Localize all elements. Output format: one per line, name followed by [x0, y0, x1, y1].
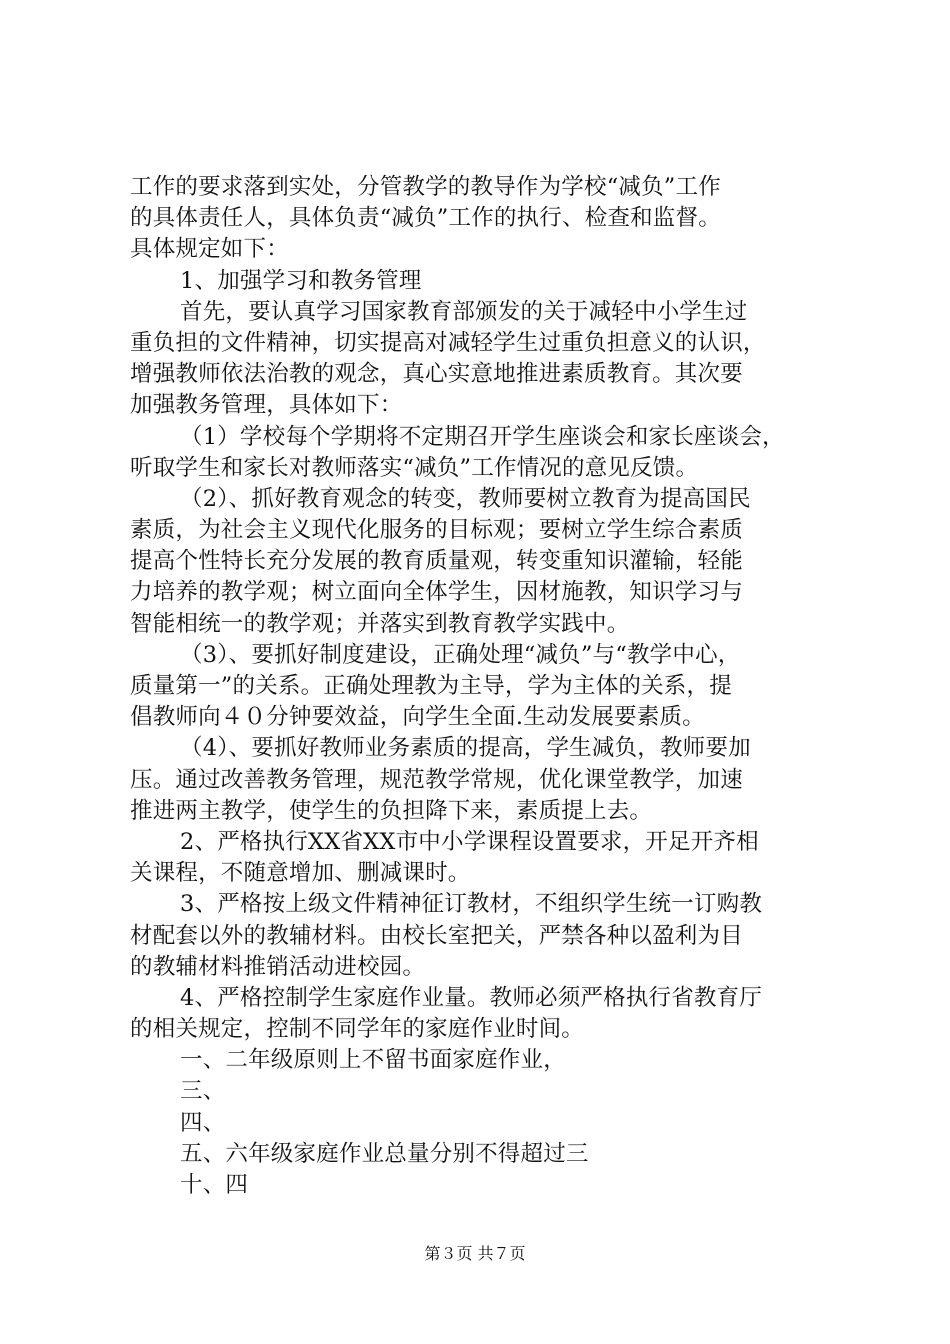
text-line: 1、加强学习和教务管理: [180, 267, 422, 294]
text-line: 4、严格控制学生家庭作业量。教师必须严格执行省教育厅: [180, 984, 763, 1011]
text-line: 的教辅材料推销活动进校园。: [130, 953, 426, 980]
text-line: 增强教师依法治教的观念，真心实意地推进素质教育。其次要: [130, 361, 743, 388]
text-line: 加强教务管理，具体如下：: [130, 392, 403, 419]
text-line: 听取学生和家长对教师落实“减负”工作情况的意见反馈。: [130, 454, 699, 481]
text-line: 首先，要认真学习国家教育部颁发的关于减轻中小学生过: [180, 298, 748, 325]
text-line: 力培养的教学观；树立面向全体学生，因材施教，知识学习与: [130, 579, 743, 606]
text-line: 质量第一”的关系。正确处理教为主导，学为主体的关系，提: [130, 673, 732, 699]
text-line: 提高个性特长充分发展的教育质量观，转变重知识灌输，轻能: [130, 548, 743, 575]
text-line: 倡教师向４０分钟要效益，向学生全面.生动发展要素质。: [130, 704, 705, 731]
text-line: 工作的要求落到实处，分管教学的教导作为学校“减负”工作: [130, 174, 721, 200]
text-line: 具体规定如下：: [130, 236, 289, 263]
text-line: 五、六年级家庭作业总量分别不得超过三: [180, 1140, 589, 1167]
text-line: 重负担的文件精神，切实提高对减轻学生过重负担意义的认识，: [130, 329, 766, 356]
document-body: [130, 172, 835, 1201]
text-line: （2）、抓好教育观念的转变，教师要树立教育为提高国民: [180, 485, 751, 512]
text-line: 3、严格按上级文件精神征订教材，不组织学生统一订购教: [180, 891, 763, 918]
text-line: 的相关规定，控制不同学年的家庭作业时间。: [130, 1016, 585, 1043]
text-line: （4）、要抓好教师业务素质的提高，学生减负，教师要加: [180, 735, 751, 762]
text-line: 智能相统一的教学观；并落实到教育教学实践中。: [130, 610, 630, 637]
page-footer: 第３页 共７页: [424, 1244, 526, 1263]
text-line: 关课程，不随意增加、删减课时。: [130, 860, 471, 887]
text-line: 十、四: [180, 1172, 249, 1198]
text-line: 一、二年级原则上不留书面家庭作业，: [180, 1047, 566, 1074]
text-line: （1）学校每个学期将不定期召开学生座谈会和家长座谈会，: [180, 423, 785, 450]
text-line: （3）、要抓好制度建设，正确处理“减负”与“教学中心，: [180, 641, 741, 668]
text-line: 压。通过改善教务管理，规范教学常规，优化课堂教学，加速: [130, 766, 743, 793]
text-line: 四、: [180, 1109, 226, 1136]
text-line: 2、严格执行XX省XX市中小学课程设置要求，开足开齐相: [180, 828, 759, 855]
text-line: 三、: [180, 1078, 226, 1105]
text-line: 材配套以外的教辅材料。由校长室把关，严禁各种以盈利为目: [130, 922, 743, 949]
text-line: 的具体责任人，具体负责“减负”工作的执行、检查和监督。: [130, 205, 721, 232]
text-line: 素质，为社会主义现代化服务的目标观；要树立学生综合素质: [130, 517, 743, 544]
text-line: 推进两主教学，使学生的负担降下来，素质提上去。: [130, 797, 653, 824]
